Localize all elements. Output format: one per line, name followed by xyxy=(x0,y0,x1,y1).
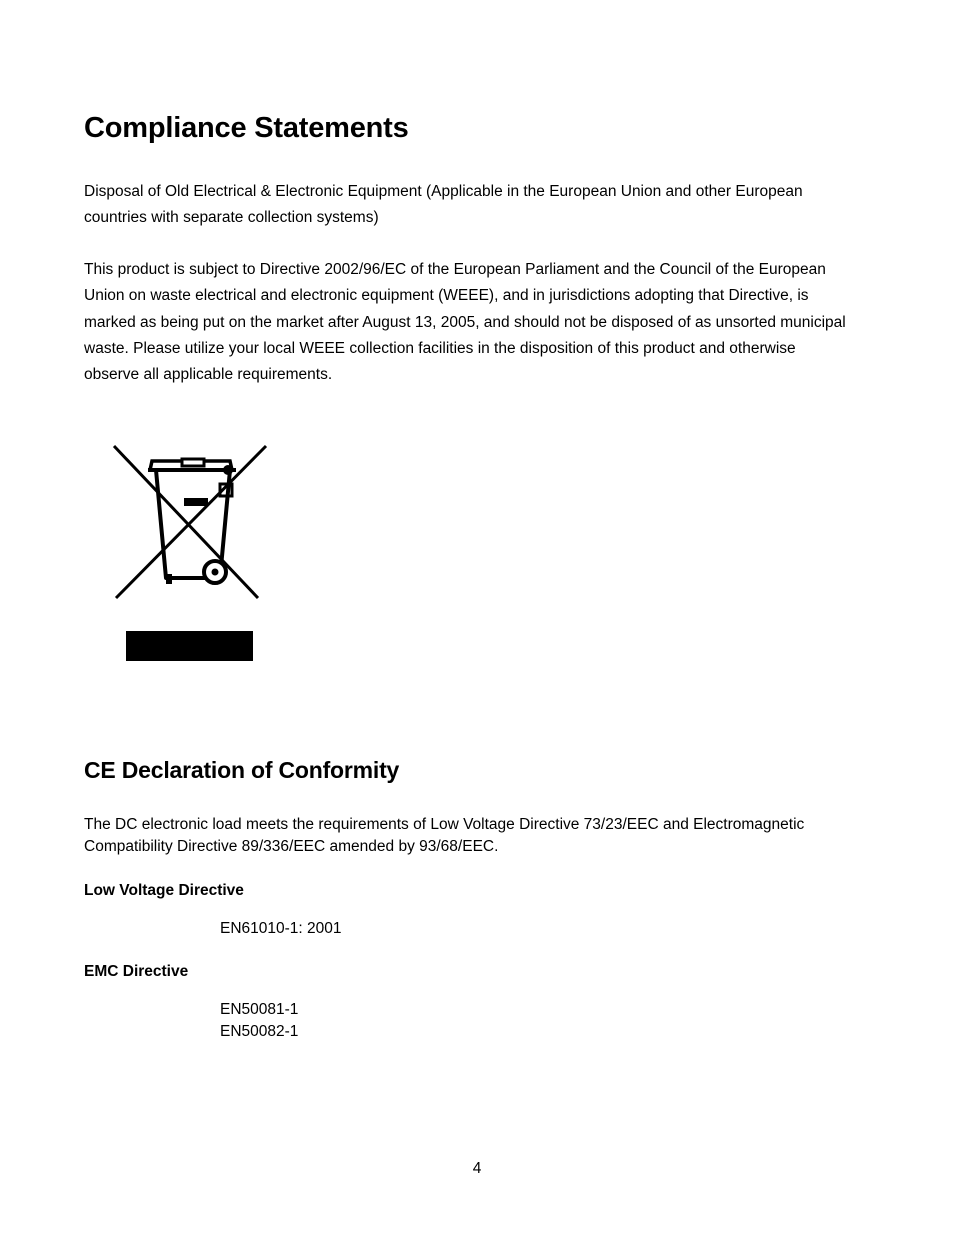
emc-heading: EMC Directive xyxy=(84,963,189,980)
weee-crossed-bin-icon xyxy=(108,440,274,666)
lvd-standard: EN61010-1: 2001 xyxy=(220,920,342,937)
ce-requirements-text: The DC electronic load meets the requirements of Low Voltage Directive 73/23/EEC and Electromagnetic Compatibility Directive 89/336/EEC amended by 93/68/EEC. xyxy=(84,816,805,855)
emc-standard: EN50082-1 xyxy=(220,1023,299,1040)
disposal-intro: Disposal of Old Electrical & Electronic Equipment (Applicable in the European Union and other European countries with separate collection systems) xyxy=(84,183,803,227)
emc-standard: EN50081-1 xyxy=(220,1001,299,1018)
page-number: 4 xyxy=(472,1160,482,1177)
compliance-title: Compliance Statements xyxy=(84,112,409,144)
lvd-heading: Low Voltage Directive xyxy=(84,882,244,899)
weee-directive-text: This product is subject to Directive 2002/96/EC of the European Parliament and the Council of the European Union on waste electrical and electronic equipment (WEEE), and in jurisdictions adopting that Directive, is marked as being put on the market after August 13, 2005, and should not be disposed of as unsorted municipal waste. Please utilize your local WEEE collection facilities in the disposition of this product and otherwise observe all applicable requirements. xyxy=(84,261,846,384)
ce-title: CE Declaration of Conformity xyxy=(84,757,400,783)
